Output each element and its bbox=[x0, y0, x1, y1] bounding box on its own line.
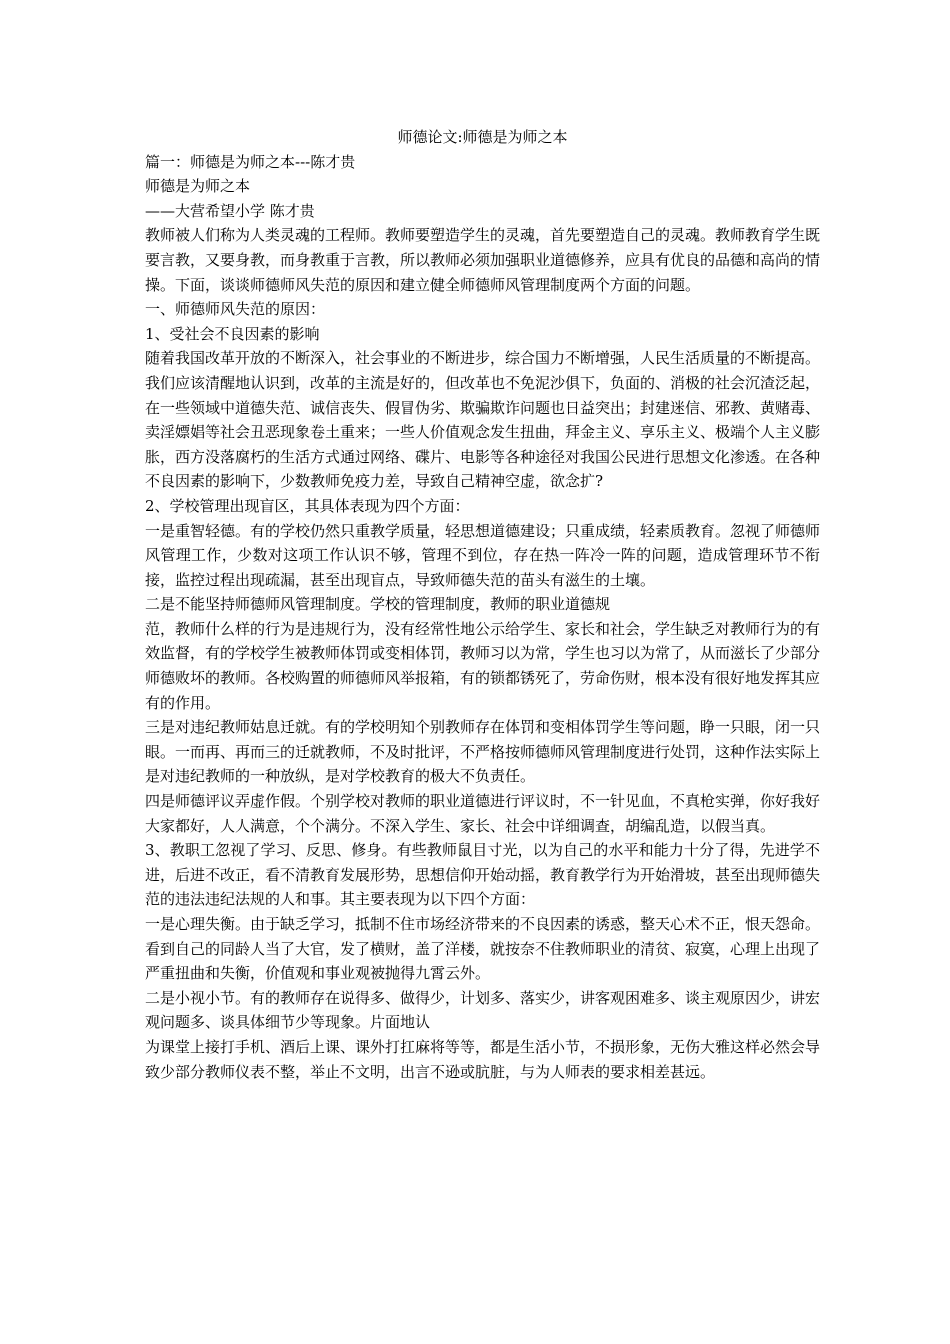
subheading-1: 1、受社会不良因素的影响 bbox=[145, 324, 320, 343]
paragraph-small-details: 二是小视小节。有的教师存在说得多、做得少，计划多、落实少，讲客观困难多、谈主观原因少，讲宏观问题多、谈具体细节少等现象。片面地认 bbox=[145, 988, 821, 1032]
paragraph-social-factors: 随着我国改革开放的不断深入，社会事业的不断进步，综合国力不断增强，人民生活质量的不断提高。我们应该清醒地认识到，改革的主流是好的，但改革也不免泥沙俱下，负面的、消极的社会沉渣泛起，在一些领域中道德失范、诚信丧失、假冒伪劣、欺骗欺诈问题也日益突出；封建迷信、邪教、黄赌毒、卖淫嫖娼等社会丑恶现象卷土重来；一些人价值观念发生扭曲，拜金主义、享乐主义、极端个人主义膨胀，西方没落腐朽的生活方式通过网络、碟片、电影等各种途径对我国公民进行思想文化渗透。在各种不良因素的影响下，少数教师免疫力差，导致自己精神空虚，欲念扩? bbox=[145, 349, 821, 491]
paragraph-psych-imbalance: 一是心理失衡。由于缺乏学习，抵制不住市场经济带来的不良因素的诱惑，整天心术不正，恨天怨命。看到自己的同龄人当了大官，发了横财，盖了洋楼，就按奈不住教师职业的清贫、寂寞，心理上出现了严重扭曲和失衡，价值观和事业观被抛得九霄云外。 bbox=[145, 915, 821, 983]
paragraph-point-two-start: 二是不能坚持师德师风管理制度。学校的管理制度，教师的职业道德规 bbox=[145, 595, 611, 614]
author-line: ——大营希望小学 陈才贵 bbox=[145, 201, 315, 220]
paragraph-point-four: 四是师德评议弄虚作假。个别学校对教师的职业道德进行评议时，不一针见血，不真枪实弹，你好我好大家都好，人人满意，个个满分。不深入学生、家长、社会中详细调查，胡编乱造，以假当真。 bbox=[145, 792, 821, 835]
paragraph-point-three: 三是对违纪教师姑息迁就。有的学校明知个别教师存在体罚和变相体罚学生等问题，睁一只眼，闭一只眼。一而再、再而三的迁就教师，不及时批评，不严格按师德师风管理制度进行处罚，这种作法实际上是对违纪教师的一种放纵，是对学校教育的极大不负责任。 bbox=[145, 718, 821, 786]
subheading-2: 2、学校管理出现盲区，其具体表现为四个方面： bbox=[145, 496, 470, 515]
essay-title: 师德是为师之本 bbox=[145, 177, 251, 196]
intro-paragraph: 教师被人们称为人类灵魂的工程师。教师要塑造学生的灵魂，首先要塑造自己的灵魂。教师教育学生既要言教，又要身教，而身教重于言教，所以教师必须加强职业道德修养，应具有优良的品德和高尚的情操。下面，谈谈师德师风失范的原因和建立健全师德师风管理制度两个方面的问题。 bbox=[145, 226, 821, 294]
paragraph-small-details-cont: 为课堂上接打手机、酒后上课、课外打扛麻将等等，都是生活小节，不损形象，无伤大雅这样必然会导致少部分教师仪表不整，举止不文明，出言不逊或肮脏，与为人师表的要求相差甚远。 bbox=[145, 1037, 821, 1081]
document-title: 师德论文:师德是为师之本 bbox=[397, 128, 568, 146]
paragraph-point-two-cont: 范，教师什么样的行为是违规行为，没有经常性地公示给学生、家长和社会，学生缺乏对教师行为的有效监督，有的学校学生被教师体罚或变相体罚，教师习以为常，学生也习以为常了，从而滋长了少部分师德败坏的教师。各校购置的师德师风举报箱，有的锁都锈死了，劳命伤财，根本没有很好地发挥其应有的作用。 bbox=[145, 619, 821, 712]
part-one-heading: 一、师德师风失范的原因： bbox=[145, 300, 326, 319]
document-page bbox=[145, 125, 820, 1084]
paragraph-point-one: 一是重智轻德。有的学校仍然只重教学质量，轻思想道德建设；只重成绩，轻素质教育。忽视了师德师风管理工作，少数对这项工作认识不够，管理不到位，存在热一阵冷一阵的问题，造成管理环节不衔接，监控过程出现疏漏，甚至出现盲点，导致师德失范的苗头有滋生的土壤。 bbox=[145, 521, 821, 589]
subheading-3: 3、教职工忽视了学习、反思、修身。有些教师鼠目寸光，以为自己的水平和能力十分了得，先进学不进，后进不改正，看不清教育发展形势，思想信仰开始动摇，教育教学行为开始滑坡，甚至出现师德失范的违法违纪法规的人和事。其主要表现为以下四个方面： bbox=[145, 841, 821, 909]
section-heading: 篇一：师德是为师之本---陈才贵 bbox=[145, 152, 356, 171]
